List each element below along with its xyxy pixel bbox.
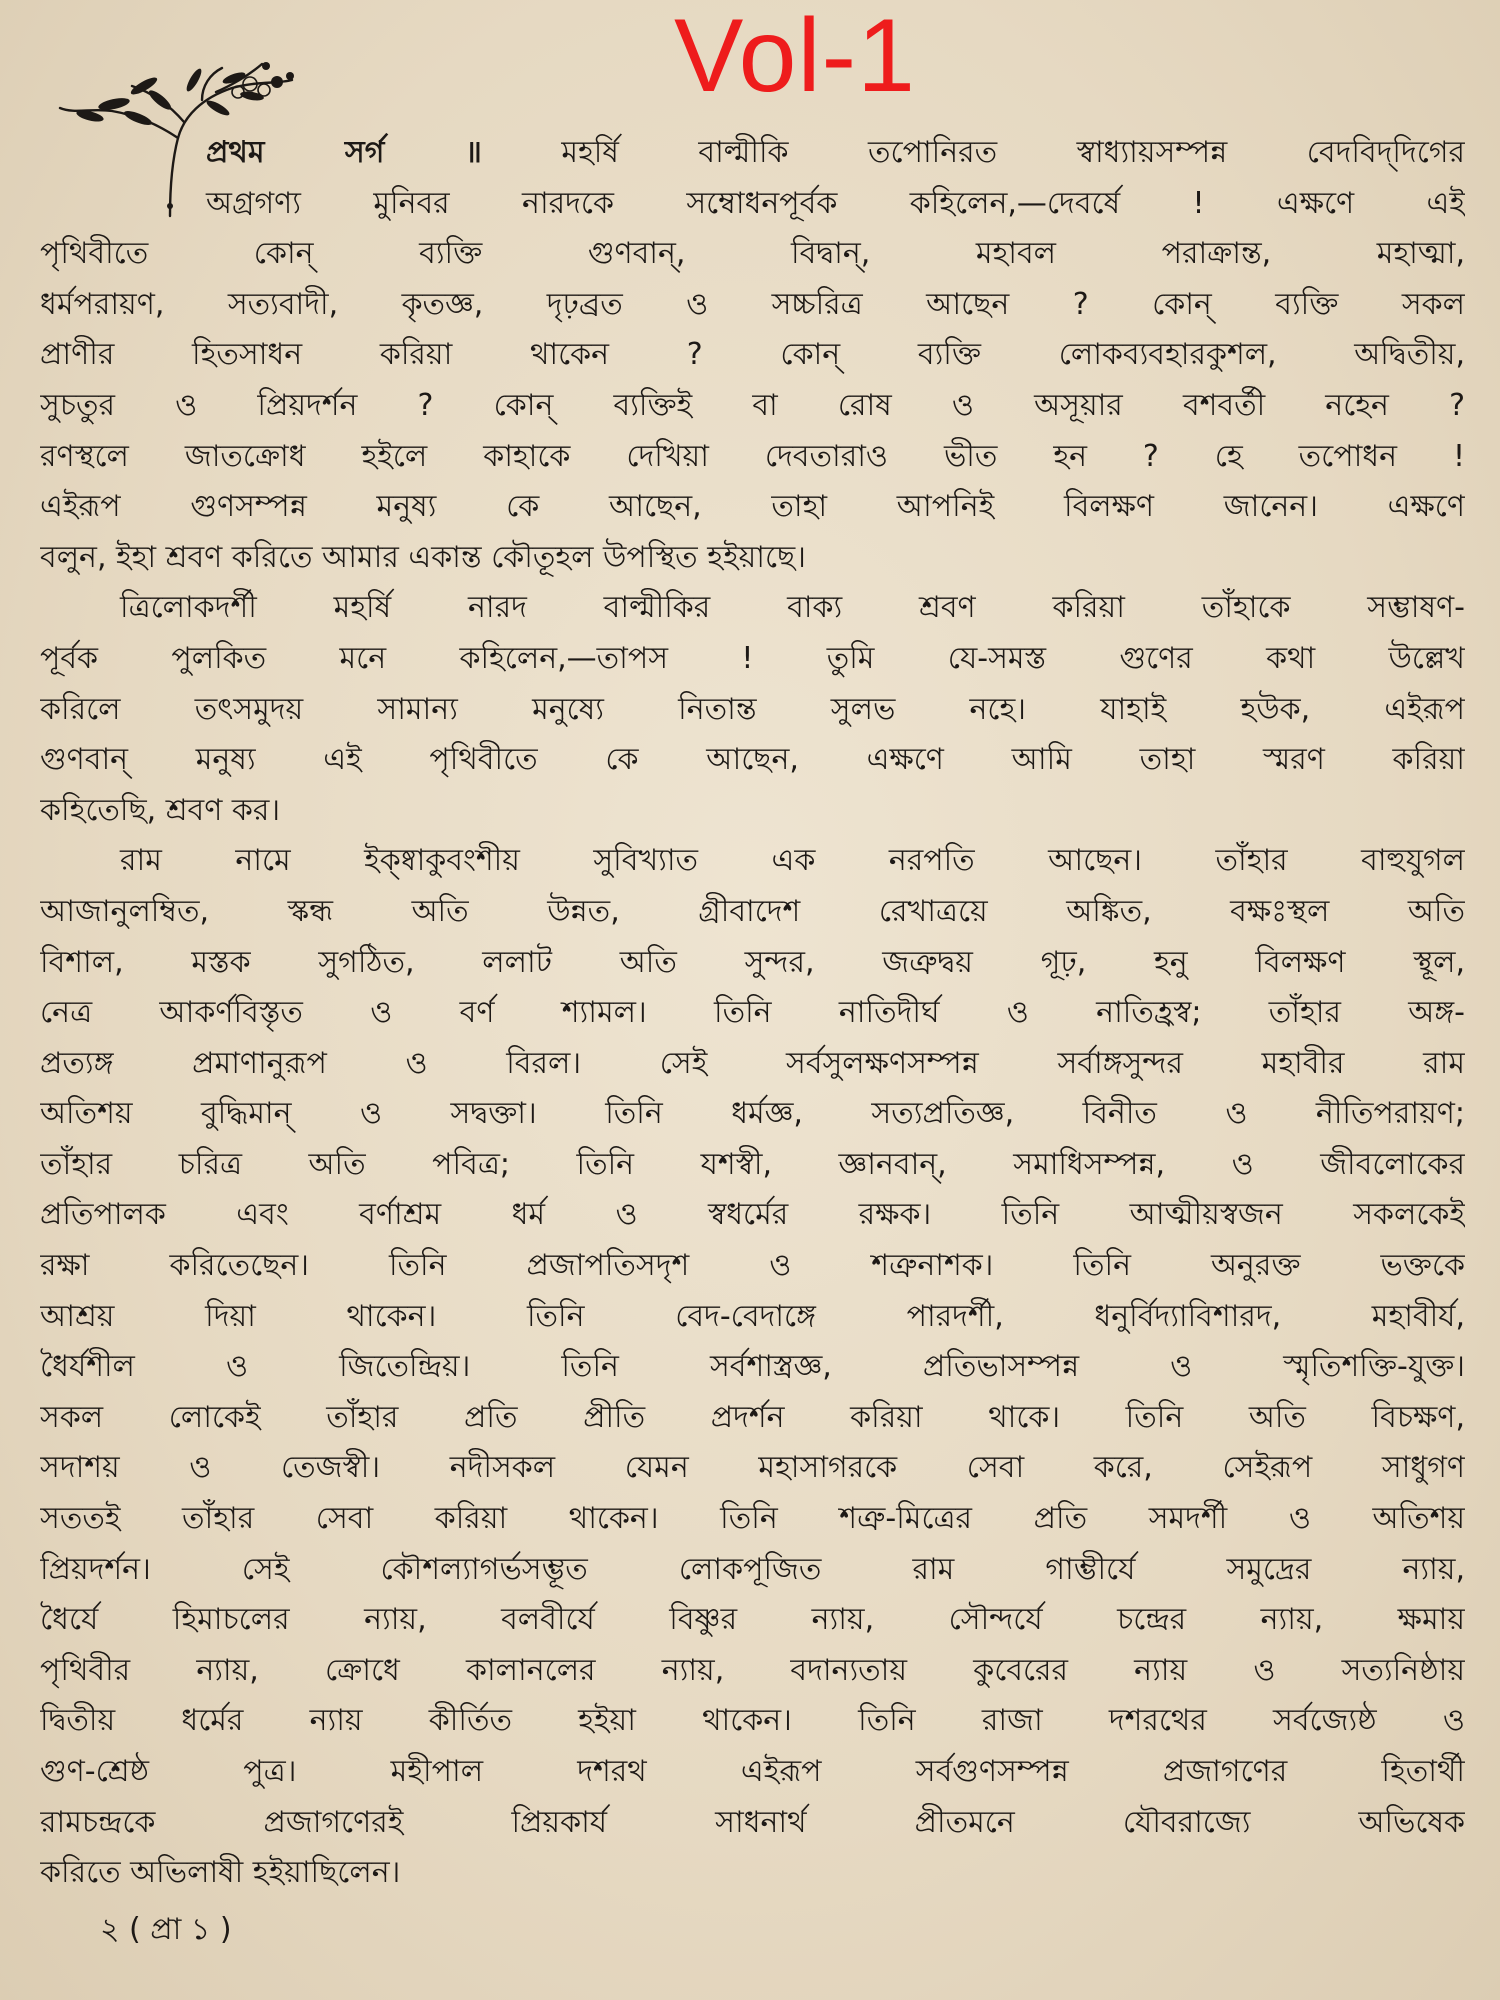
- text-line: পৃথিবীতে কোন্ ব্যক্তি গুণবান্, বিদ্বান্, মহাবল পরাক্রান্ত, মহাত্মা,: [40, 236, 1465, 272]
- text-line: আশ্রয় দিয়া থাকেন। তিনি বেদ-বেদাঙ্গে পারদর্শী, ধনুর্বিদ্যাবিশারদ, মহাবীর্য,: [40, 1298, 1465, 1334]
- text-line: এইরূপ গুণসম্পন্ন মনুষ্য কে আছেন, তাহা আপনিই বিলক্ষণ জানেন। এক্ষণে: [40, 489, 1465, 525]
- text-line: ধৈর্যে হিমাচলের ন্যায়, বলবীর্যে বিষ্ণুর ন্যায়, সৌন্দর্যে চন্দ্রের ন্যায়, ক্ষমায়: [40, 1602, 1465, 1638]
- text-line: সুচতুর ও প্রিয়দর্শন ? কোন্ ব্যক্তিই বা রোষ ও অসূয়ার বশবর্তী নহেন ?: [40, 387, 1465, 423]
- text-line: গুণবান্ মনুষ্য এই পৃথিবীতে কে আছেন, এক্ষণে আমি তাহা স্মরণ করিয়া: [40, 742, 1465, 778]
- text-line: ধর্মপরায়ণ, সত্যবাদী, কৃতজ্ঞ, দৃঢ়ব্রত ও সচ্চরিত্র আছেন ? কোন্ ব্যক্তি সকল: [40, 286, 1465, 322]
- text-line: পৃথিবীর ন্যায়, ক্রোধে কালানলের ন্যায়, বদান্যতায় কুবেরের ন্যায় ও সত্যনিষ্ঠায়: [40, 1652, 1465, 1688]
- chapter-heading: প্রথম সর্গ ॥: [206, 135, 482, 170]
- text-line: সততই তাঁহার সেবা করিয়া থাকেন। তিনি শত্রু-মিত্রের প্রতি সমদর্শী ও অতিশয়: [40, 1501, 1465, 1537]
- text-line: ধৈর্যশীল ও জিতেন্দ্রিয়। তিনি সর্বশাস্ত্রজ্ঞ, প্রতিভাসম্পন্ন ও স্মৃতিশক্তি-যুক্ত।: [40, 1349, 1465, 1385]
- text-line: কহিতেছি, শ্রবণ কর।: [40, 792, 281, 828]
- text-line: রণস্থলে জাতক্রোধ হইলে কাহাকে দেখিয়া দেবতারাও ভীত হন ? হে তপোধন !: [40, 438, 1465, 474]
- text-line: সকল লোকেই তাঁহার প্রতি প্রীতি প্রদর্শন করিয়া থাকে। তিনি অতি বিচক্ষণ,: [40, 1399, 1465, 1435]
- text-line: প্রাণীর হিতসাধন করিয়া থাকেন ? কোন্ ব্যক্তি লোকব্যবহারকুশল, অদ্বিতীয়,: [40, 337, 1465, 373]
- text-line: প্রথম সর্গ ॥ মহর্ষি বাল্মীকি তপোনিরত স্বাধ্যায়সম্পন্ন বেদবিদ্‌দিগের: [206, 135, 1465, 170]
- volume-label: Vol-1: [673, 0, 917, 114]
- text-line: ত্রিলোকদর্শী মহর্ষি নারদ বাল্মীকির বাক্য শ্রবণ করিয়া তাঁহাকে সম্ভাষণ-: [120, 590, 1465, 626]
- text-line: তাঁহার চরিত্র অতি পবিত্র; তিনি যশস্বী, জ্ঞানবান্, সমাধিসম্পন্ন, ও জীবলোকের: [40, 1146, 1465, 1182]
- text-line: বিশাল, মস্তক সুগঠিত, ললাট অতি সুন্দর, জত্রুদ্বয় গূঢ়, হনু বিলক্ষণ স্থূল,: [40, 944, 1465, 980]
- text-line: পূর্বক পুলকিত মনে কহিলেন,—তাপস ! তুমি যে-সমস্ত গুণের কথা উল্লেখ: [40, 640, 1465, 676]
- text-line: করিতে অভিলাষী হইয়াছিলেন।: [40, 1855, 401, 1891]
- text-line: রক্ষা করিতেছেন। তিনি প্রজাপতিসদৃশ ও শত্রুনাশক। তিনি অনুরক্ত ভক্তকে: [40, 1248, 1465, 1284]
- text-line: অগ্রগণ্য মুনিবর নারদকে সম্বোধনপূর্বক কহিলেন,—দেবর্ষে ! এক্ষণে এই: [206, 185, 1465, 221]
- text-line: দ্বিতীয় ধর্মের ন্যায় কীর্তিত হইয়া থাকেন। তিনি রাজা দশরথের সর্বজ্যেষ্ঠ ও: [40, 1703, 1465, 1739]
- text-line: বলুন, ইহা শ্রবণ করিতে আমার একান্ত কৌতূহল উপস্থিত হইয়াছে।: [40, 539, 806, 575]
- page-number: ২ ( প্রা ১ ): [100, 1912, 232, 1947]
- text-line: সদাশয় ও তেজস্বী। নদীসকল যেমন মহাসাগরকে সেবা করে, সেইরূপ সাধুগণ: [40, 1450, 1465, 1486]
- text-line: গুণ-শ্রেষ্ঠ পুত্র। মহীপাল দশরথ এইরূপ সর্বগুণসম্পন্ন প্রজাগণের হিতার্থী: [40, 1754, 1465, 1789]
- text-line: প্রিয়দর্শন। সেই কৌশল্যাগর্ভসম্ভূত লোকপূজিত রাম গাম্ভীর্যে সমুদ্রের ন্যায়,: [40, 1551, 1465, 1587]
- text-line: করিলে তৎসমুদয় সামান্য মনুষ্যে নিতান্ত সুলভ নহে। যাহাই হউক, এইরূপ: [40, 691, 1465, 727]
- text-line: অতিশয় বুদ্ধিমান্ ও সদ্বক্তা। তিনি ধর্মজ্ঞ, সত্যপ্রতিজ্ঞ, বিনীত ও নীতিপরায়ণ;: [40, 1096, 1465, 1132]
- text-line: আজানুলম্বিত, স্কন্ধ অতি উন্নত, গ্রীবাদেশ রেখাত্রয়ে অঙ্কিত, বক্ষঃস্থল অতি: [40, 893, 1465, 929]
- text-line: রামচন্দ্রকে প্রজাগণেরই প্রিয়কার্য সাধনার্থ প্রীতমনে যৌবরাজ্যে অভিষেক: [40, 1804, 1465, 1840]
- text-line: প্রতিপালক এবং বর্ণাশ্রম ধর্ম ও স্বধর্মের রক্ষক। তিনি আত্মীয়স্বজন সকলকেই: [40, 1197, 1465, 1233]
- text-line: প্রত্যঙ্গ প্রমাণানুরূপ ও বিরল। সেই সর্বসুলক্ষণসম্পন্ন সর্বাঙ্গসুন্দর মহাবীর রাম: [40, 1045, 1465, 1081]
- body-text: [40, 128, 1465, 1899]
- text-line: নেত্র আকর্ণবিস্তৃত ও বর্ণ শ্যামল। তিনি নাতিদীর্ঘ ও নাতিহ্রস্ব; তাঁহার অঙ্গ-: [40, 995, 1465, 1031]
- text-line: রাম নামে ইক্ষ্বাকুবংশীয় সুবিখ্যাত এক নরপতি আছেন। তাঁহার বাহুযুগল: [120, 843, 1465, 879]
